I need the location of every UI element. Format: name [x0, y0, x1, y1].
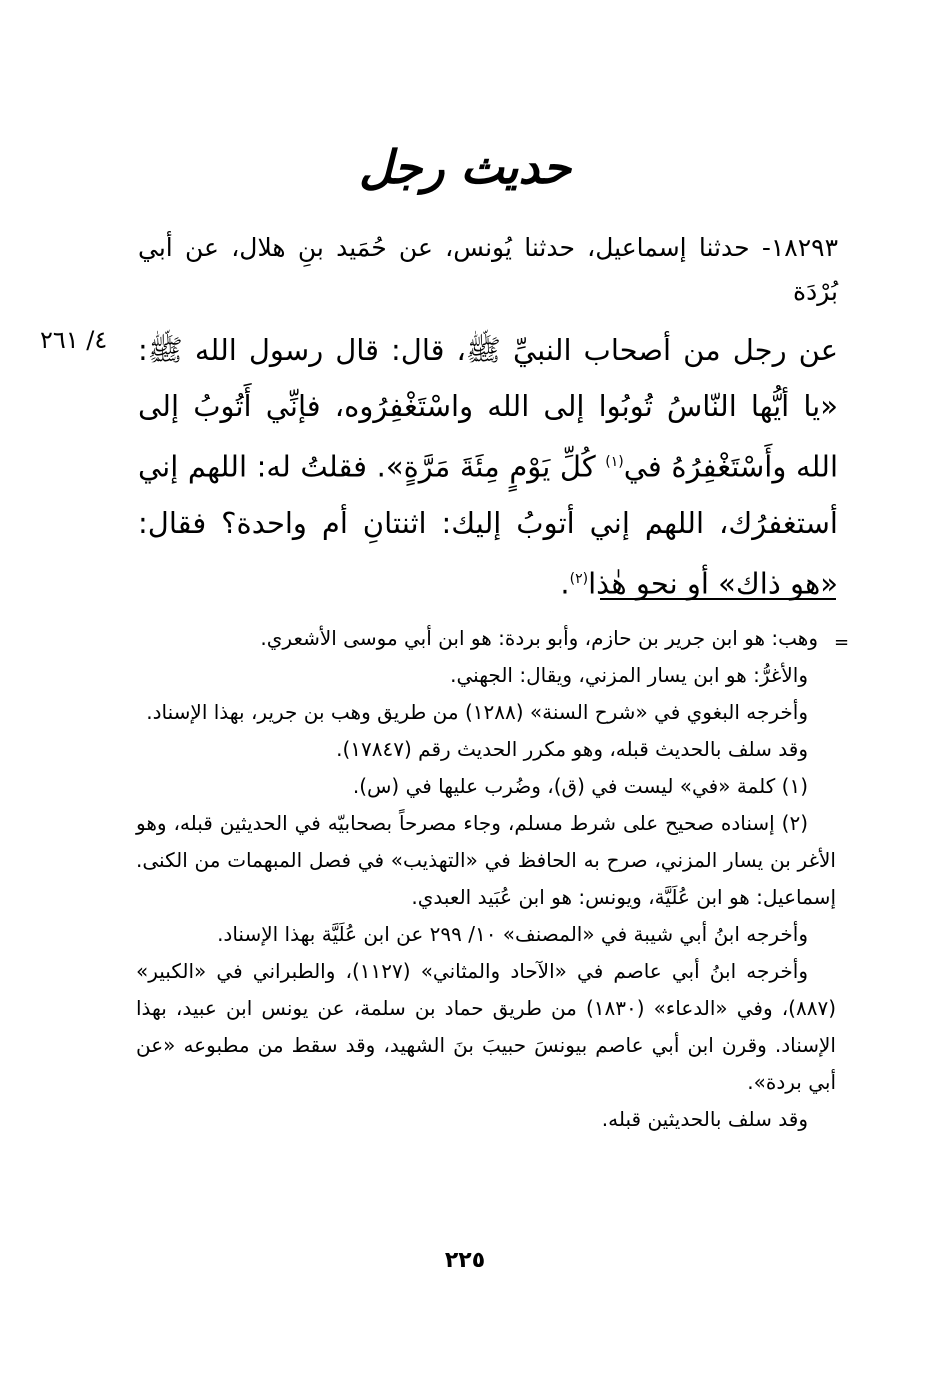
page-number: ٢٢٥: [444, 1248, 486, 1273]
footnote-paragraph: والأغرُّ: هو ابن يسار المزني، ويقال: الجهني.: [450, 663, 808, 687]
footnote-paragraph: وقد سلف بالحديثين قبله.: [601, 1107, 808, 1131]
footnote-2: (٢) إسناده صحيح على شرط مسلم، وجاء مصرحاً بصحابيّه في الحديثين قبله، وهو الأغر بن يسار المزني، صرح به الحافظ في «التهذيب» في فصل المبهمات من الكنى. إسماعيل: هو ابن عُلَيَّة، ويونس: هو ابن عُبَيد العبدي.: [136, 811, 836, 909]
continuation-mark: =: [834, 632, 850, 653]
chapter-title: حديث رجل: [358, 140, 572, 194]
footnote-paragraph: وأخرجه ابنُ أبي شيبة في «المصنف» ١٠/ ٢٩٩ عن ابن عُلَيَّة بهذا الإسناد.: [217, 922, 808, 946]
matn-text-part-1: عن رجل من أصحاب النبيِّ ﷺ، قال: قال رسول الله ﷺ: «يا أيُّها النّاسُ تُوبُوا إلى الله واسْتَغْفِرُوه، فإنِّي أَتُوبُ إلى الله وأَسْتَغْفِرُهُ في: [138, 333, 838, 484]
footnote-paragraph: وهب: هو ابن جرير بن حازم، وأبو بردة: هو ابن أبي موسى الأشعري.: [260, 626, 818, 650]
margin-volume-page-reference: ٤/ ٢٦١: [40, 326, 108, 354]
footnote-paragraph: وقد سلف بالحديث قبله، وهو مكرر الحديث رقم (١٧٨٤٧).: [336, 737, 808, 761]
footnote-separator-rule: [600, 598, 836, 600]
footnote-marker-2: (٢): [569, 570, 589, 587]
footnote-paragraph: وأخرجه ابنُ أبي عاصم في «الآحاد والمثاني» (١١٢٧)، والطبراني في «الكبير» (٨٨٧)، وفي «الدعاء» (١٨٣٠) من طريق حماد بن سلمة، عن يونس ابن عبيد، بهذا الإسناد. وقرن ابن أبي عاصم بيونسَ حبيبَ بنَ الشهيد، وقد سقط من مطبوعه «عن أبي بردة».: [136, 959, 836, 1094]
footnote-1: (١) كلمة «في» ليست في (ق)، وضُرب عليها في (س).: [352, 774, 808, 798]
footnote-marker-1: (١): [605, 454, 624, 470]
matn-text-end: .: [560, 566, 570, 601]
footnotes: [136, 620, 836, 1138]
hadith-matn: [138, 322, 838, 611]
matn-text-part-2: كُلِّ يَوْمٍ مِئَةَ مَرَّةٍ». فقلتُ له: اللهم إني أستغفرُك، اللهم إني أتوبُ إليك: اثنتانِ أم واحدة؟ فقال: «هو ذاك» أو نحو هٰذا: [138, 449, 838, 601]
footnote-paragraph: وأخرجه البغوي في «شرح السنة» (١٢٨٨) من طريق وهب بن جرير، بهذا الإسناد.: [146, 700, 808, 724]
hadith-isnad: ١٨٢٩٣- حدثنا إسماعيل، حدثنا يُونس، عن حُمَيد بنِ هلال، عن أبي بُرْدَة: [138, 233, 838, 306]
